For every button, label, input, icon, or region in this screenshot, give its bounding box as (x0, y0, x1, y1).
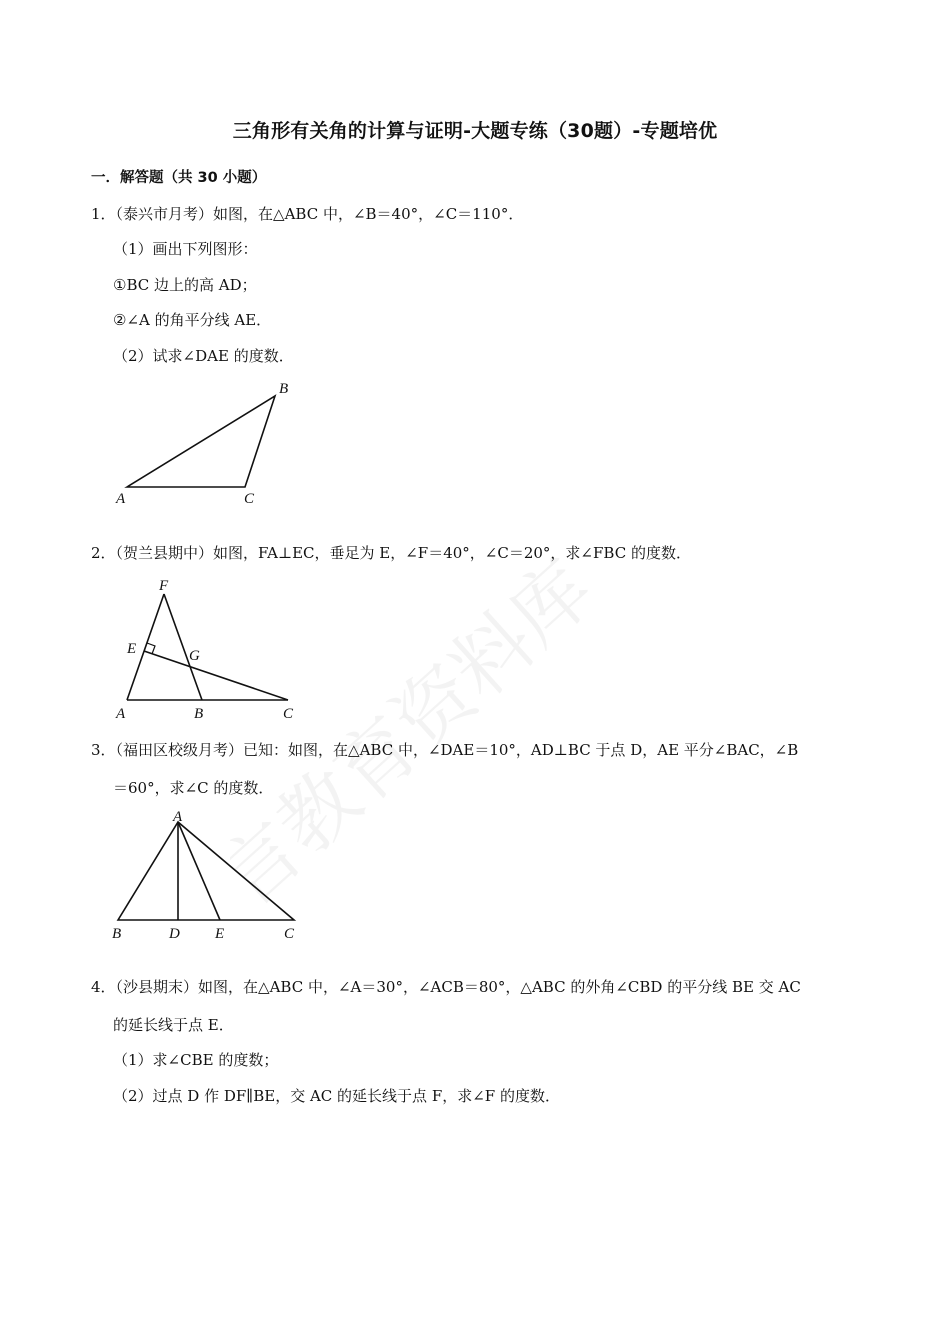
triangle-abc (127, 396, 275, 487)
label-a: A (116, 706, 126, 722)
section-heading: 一．解答题（共 30 小题） (91, 170, 267, 186)
label-b: B (279, 381, 289, 397)
label-e: E (215, 926, 225, 942)
problem-4-part-1: （1）求∠CBE 的度数； (113, 1051, 279, 1069)
problem-3-figure (105, 805, 315, 945)
label-c: C (244, 491, 255, 507)
problem-1-statement: 1．（泰兴市月考）如图，在△ABC 中，∠B＝40°，∠C＝110°． (91, 205, 524, 223)
label-g: G (189, 648, 200, 664)
segment-ec (144, 651, 288, 700)
problem-2-figure (105, 573, 315, 723)
problem-3-statement-cont: ＝60°，求∠C 的度数． (113, 779, 274, 797)
label-b: B (112, 926, 122, 942)
triangle-abc (118, 822, 294, 920)
label-d: D (169, 926, 180, 942)
problem-1-item-1: ①BC 边上的高 AD； (113, 276, 257, 294)
problem-4-statement: 4．（沙县期末）如图，在△ABC 中，∠A＝30°，∠ACB＝80°，△ABC 的外角∠CBD 的平分线 BE 交 AC (91, 978, 801, 996)
problem-4-part-2: （2）过点 D 作 DF∥BE，交 AC 的延长线于点 F，求∠F 的度数． (113, 1087, 560, 1105)
bisector-ae (178, 822, 220, 920)
problem-1-figure (105, 375, 315, 510)
problem-1-item-2: ②∠A 的角平分线 AE． (113, 311, 272, 329)
label-b: B (194, 706, 204, 722)
problem-4-statement-cont: 的延长线于点 E． (113, 1016, 234, 1034)
label-a: A (116, 491, 126, 507)
problem-1-part-2: （2）试求∠DAE 的度数． (113, 347, 294, 365)
problem-2-statement: 2．（贺兰县期中）如图，FA⊥EC，垂足为 E，∠F＝40°，∠C＝20°，求∠FBC 的度数． (91, 544, 691, 562)
page-title: 三角形有关角的计算与证明-大题专练（30题）-专题培优 (232, 120, 718, 142)
label-f: F (159, 578, 169, 594)
segment-fb (164, 594, 202, 700)
watermark (230, 370, 830, 930)
label-e: E (127, 641, 137, 657)
problem-3-statement: 3．（福田区校级月考）已知：如图，在△ABC 中，∠DAE＝10°，AD⊥BC 于点 D，AE 平分∠BAC，∠B (91, 741, 799, 759)
problem-1-part-1: （1）画出下列图形： (113, 240, 258, 258)
label-a: A (173, 809, 183, 825)
label-c: C (284, 926, 295, 942)
label-c: C (283, 706, 294, 722)
